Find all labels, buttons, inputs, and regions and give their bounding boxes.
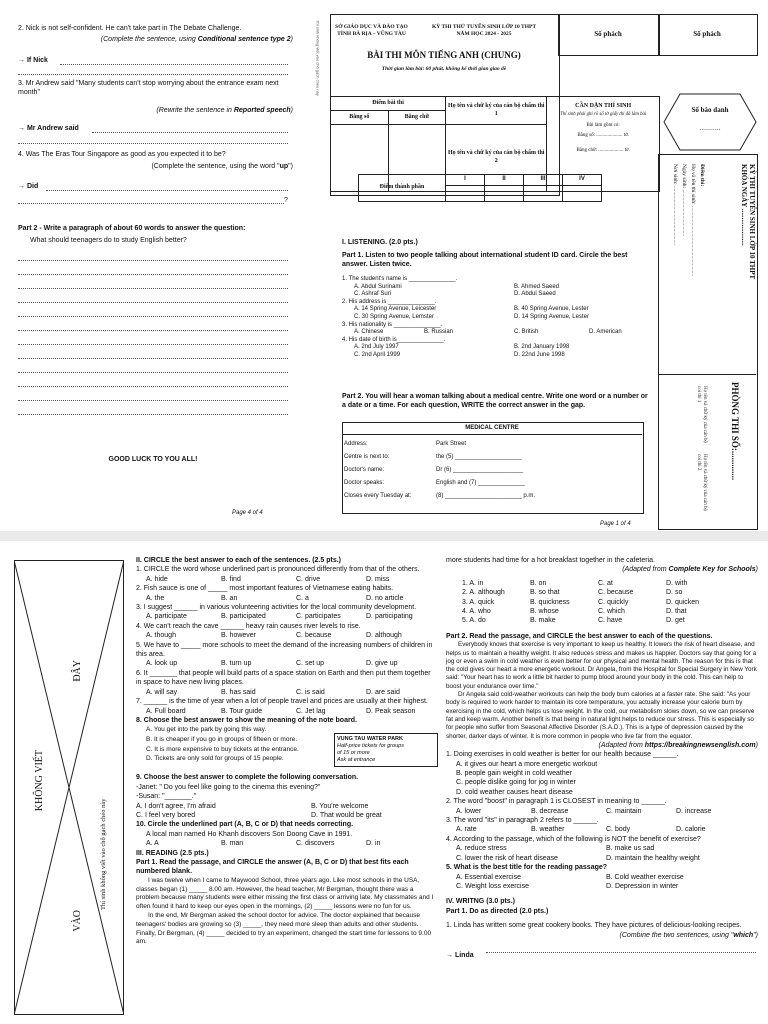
option[interactable]: D. miss [366, 575, 390, 583]
page-gap [0, 531, 768, 541]
option[interactable]: B. so that [530, 589, 560, 597]
option[interactable]: A. though [146, 632, 176, 640]
so-phach-label-2: Số phách [693, 30, 721, 38]
option[interactable]: B. Ahmed Saeed [514, 283, 560, 290]
option[interactable]: B. Russian [424, 329, 454, 336]
q9-options [136, 802, 436, 821]
q8-block [136, 725, 436, 765]
phong-thi: PHÒNG THI SỐ:............. [730, 382, 740, 481]
option[interactable]: A. Chinese [354, 329, 384, 336]
q4-answer-line-2[interactable] [18, 203, 284, 204]
option[interactable]: D. Peak season [366, 707, 416, 715]
option[interactable]: 2. A. although [462, 589, 505, 597]
option[interactable]: B. an [221, 594, 238, 602]
part-i-header: I [446, 175, 485, 186]
so-bao-danh-box [662, 92, 758, 152]
option[interactable]: D. get [666, 617, 685, 625]
part-ii-header: II [485, 175, 524, 186]
cross-lines [14, 560, 124, 1015]
exam-time: Thời gian làm bài: 60 phút, không kể thời gian giao đề [381, 66, 507, 72]
q10-sentence: A local man named Ho Khanh discovers Son Doong Cave in 1991. [146, 830, 353, 838]
q2-answer-line[interactable] [60, 64, 288, 65]
option[interactable]: C. set up [296, 660, 325, 668]
listening-questions [342, 276, 642, 360]
page-4 [0, 0, 300, 531]
option[interactable]: C. which [598, 608, 625, 616]
question-2-instruction: (Complete the sentence, using Conditional sentence type 2) [100, 36, 293, 43]
q10-options [136, 839, 436, 848]
q2-answer-line-2[interactable] [18, 74, 288, 75]
option[interactable]: A. Abdul Surinami [354, 283, 402, 290]
s2-q7: 7. ______ is the time of year when a lot of people travel and prices are usually at their highest. A. Full board B. Tour guide C. Jet lag D. Peak season [136, 697, 436, 716]
option[interactable]: A. 2nd July 1997 [354, 344, 399, 351]
option[interactable]: A. the [146, 594, 165, 602]
page-1 [330, 14, 764, 531]
option[interactable]: C. It is more expensive to buy tickets at the entrance. [146, 745, 299, 753]
reading-cont: more students had time for a hot breakfast together in the cafeteria. [446, 557, 655, 564]
option[interactable]: B. You're welcome [311, 802, 369, 810]
q9-susan: -Susan: "_______." [136, 793, 197, 801]
option[interactable]: A. it gives our heart a more energetic workout [456, 760, 598, 768]
question-3-instruction: (Rewrite the sentence in Reported speech) [156, 107, 293, 114]
medical-rows: Address: Park Street Centre is next to: the (5) ____________________ Doctor's name: Dr (6) _____________________ Doctor speaks: English and (7) ______________ Closes every Tuesday at: (8) _______________________ p.m. [344, 438, 644, 503]
option[interactable]: B. It is cheaper if you go in groups of fifteen or more. [146, 735, 298, 743]
reading-para2: In the end, Mr Bergman asked the school doctor for advice. The doctor explained that because teenagers' bodies are growing so (3) _____, they need more sleep than adults and other students. Finally, Dr Bergman, (4) _____ decided to try an experiment, changed the start time for lessons to 9.00 am. [136, 911, 432, 946]
q4-question-mark: ? [284, 197, 288, 204]
option[interactable]: C. people dislike going for jog in winter [456, 779, 576, 787]
s2-q9: 9. Choose the best answer to complete the following conversation. [136, 774, 359, 782]
q4-answer-lead: → Did [18, 183, 39, 190]
part-2-title: Part 2 - Write a paragraph of about 60 words to answer the question: [18, 225, 246, 232]
option[interactable]: C. at [598, 579, 613, 587]
exam-title: BÀI THI MÔN TIẾNG ANH (CHUNG) [367, 50, 521, 60]
q3-answer-lead: → Mr Andrew said [18, 125, 79, 132]
question-4-instruction: (Complete the sentence, using the word "up") [151, 163, 293, 170]
gap-6[interactable]: Dr (6) _____________________ [436, 467, 524, 473]
so-bao-danh-label: Số báo danh [691, 106, 729, 114]
q2-answer-lead: → If Nick [18, 57, 48, 64]
question-3: 3. Mr Andrew said "Many students can't stop worrying about the entrance exam next month" [18, 80, 279, 97]
option[interactable]: B. people gain weight in cold weather [456, 770, 572, 778]
reading-para1: I was twelve when I came to Maywood School, three years ago. Like most schools in the USA, classes began (1) _____ 8.00 am. However, the head teacher, Mr Bergman, thought there was a problem because many students were either missing the first class or arriving late. My classmates and I often found it hard to keep our eyes open in the mornings, (2) _____ lessons were no fun for us. [136, 876, 434, 911]
option[interactable]: C. Weight loss exercise [456, 882, 530, 890]
option[interactable]: C. 30 Spring Avenue, Lemster [354, 313, 434, 320]
option[interactable]: C. because [296, 632, 332, 640]
writing-q1-answer [446, 944, 758, 959]
diem-bai-thi: Điểm bài thi [331, 97, 446, 111]
option[interactable]: A. hide [146, 575, 168, 583]
option[interactable]: C. body [606, 826, 631, 834]
option[interactable]: C. a [296, 594, 309, 602]
option[interactable]: A. rate [456, 826, 477, 834]
q3-answer-line-2[interactable] [18, 143, 288, 144]
option[interactable]: B. weather [531, 826, 565, 834]
medical-centre-title: MEDICAL CENTRE [465, 425, 519, 431]
q4-answer-line[interactable] [46, 190, 288, 191]
lq1: 1. The student's name is ______________. A. Abdul Surinami B. Ahmed Saeed C. Ashraf Suri D. Abdul Saeed [342, 276, 642, 299]
so-bao-danh-value[interactable]: ........... [699, 125, 721, 132]
option[interactable]: B. has said [221, 688, 256, 696]
examiner-2: Họ tên và chữ ký của cán bộ chấm thi 2 [446, 125, 547, 192]
option[interactable]: C. British [514, 329, 539, 336]
option[interactable]: A. 14 Spring Avenue, Leicester [354, 306, 437, 313]
option[interactable]: D. quicken [666, 598, 700, 606]
option[interactable]: C. participates [296, 613, 341, 621]
so-phach-label-1: Số phách [594, 30, 622, 38]
reading-title: III. READING (2.5 pts.) [136, 849, 209, 857]
option[interactable]: B. decrease [531, 807, 569, 815]
option[interactable]: 4. A. who [462, 608, 491, 616]
option[interactable]: D. Depression in winter [606, 882, 679, 890]
part-iv-score[interactable] [563, 185, 602, 201]
option[interactable]: D. That would be great [311, 811, 382, 819]
option[interactable]: C. maintain [606, 807, 642, 815]
option[interactable]: A. participate [146, 613, 187, 621]
option[interactable]: B. make [530, 617, 556, 625]
option[interactable]: D. give up [366, 660, 398, 668]
q3-answer-line[interactable] [92, 132, 288, 133]
option[interactable]: 3. A. quick [462, 598, 495, 606]
s2-q2: 2. Fish sauce is one of _____ most important features of Vietnamese eating habits. A. the B. an C. a D. no article [136, 584, 436, 603]
option[interactable]: 1. A. in [462, 579, 484, 587]
part-iii-header: III [524, 175, 563, 186]
diem-thanh-phan: Điểm thành phần [359, 175, 446, 202]
gap-5[interactable]: the (5) ____________________ [436, 454, 522, 460]
option[interactable]: B. participated [221, 613, 266, 621]
reading-part2: Part 2. Read the passage, and CIRCLE the best answer to each of the questions. [446, 632, 713, 640]
option[interactable]: D. that [666, 608, 687, 616]
option[interactable]: C. I feel very bored [136, 811, 196, 819]
option[interactable]: A. reduce stress [456, 845, 507, 853]
option[interactable]: C. drive [296, 575, 321, 583]
component-score-table [358, 174, 602, 202]
label-vao: VÀO [72, 910, 83, 932]
q9-janet: -Janet: " Do you feel like going to the cinema this evening?" [136, 783, 321, 791]
lq4: 4. His date of birth is______________. A. 2nd July 1997 B. 2nd January 1998 C. 2nd April 1999 D. 22nd June 1998 [342, 337, 642, 360]
option[interactable]: C. 2nd April 1999 [354, 351, 401, 358]
option[interactable]: B. whose [530, 608, 559, 616]
option[interactable]: A. Essential exercise [456, 873, 521, 881]
no-write-zone [14, 560, 124, 1015]
question-2: 2. Nick is not self-confident. He can't take part in The Debate Challenge. [18, 25, 242, 32]
reading-source: (Adapted from Complete Key for Schools) [622, 566, 758, 574]
option[interactable]: D. although [366, 632, 402, 640]
option[interactable]: C. because [598, 589, 634, 597]
part-iii-score[interactable] [524, 185, 563, 201]
option[interactable]: D. 14 Spring Avenue, Lester [514, 313, 589, 320]
label-khong-viet: KHÔNG VIẾT [34, 750, 45, 812]
option[interactable]: B. quickness [530, 598, 570, 606]
candidate-info: Điểm thi: Họ và tên thí sinh: ................................................... Ngày sinh: .................................. Nơi sinh: ........................................... [672, 164, 705, 277]
option[interactable]: B. man [221, 840, 244, 848]
page-footer-left: Page 4 of 4 [232, 510, 263, 516]
label-day: ĐÂY [72, 660, 83, 682]
s2-q10: 10. Circle the underlined part (A, B, C or D) that needs correcting. [136, 821, 354, 829]
option[interactable]: B. 40 Spring Avenue, Lester [514, 306, 589, 313]
reading-p2a: Everybody knows that exercise is very important to keep us healthy. It lowers the risk of heart disease, and helps us to maintain a healthy weight. It also reduces stress and makes us happier. Doctors say that going for a jog or even a swim in cold weather is even better for our physical and mental health. The reason for this is that the cold gives our heart a more energetic workout. Dr Angela, from the Hospital for Special Surgery in New York said: "Your heart has to work a little bit harder to pump blood around your body in the cold. This can help to boost your endurance over time." [446, 641, 757, 690]
option[interactable]: B. find [221, 575, 241, 583]
note-board: VUNG TAU WATER PARK Half-price tickets for groups of 15 or more Ask at entrance [334, 733, 438, 766]
section-2-title: II. CIRCLE the best answer to each of the sentences. (2.5 pts.) [136, 557, 341, 564]
writing-part1: Part 1. Do as directed (2.0 pts.) [446, 907, 549, 915]
option[interactable]: A. I don't agree, I'm afraid [136, 802, 216, 810]
department: SỞ GIÁO DỤC VÀ ĐÀO TẠO TỈNH BÀ RỊA – VŨNG TÀU [335, 24, 408, 37]
option[interactable]: C. is said [296, 688, 325, 696]
option[interactable]: D. American [589, 329, 622, 336]
option[interactable]: B. turn up [221, 660, 252, 668]
invigilator-1: Họ tên và chữ ký của cán bộ coi thi 1 [696, 386, 707, 443]
option[interactable]: D. so [666, 589, 683, 597]
rq1: 1. Doing exercises in cold weather is better for our health because ______. A. it gives our heart a more energetic workout B. people gain weight in cold weather C. people dislike going for jog in winter D. cold weather causes heart disease [446, 750, 758, 797]
writing-title: IV. WRITNG (3.0 pts.) [446, 898, 515, 906]
part-2-question: What should teenagers do to study English better? [30, 237, 187, 244]
option[interactable]: D. with [666, 579, 688, 587]
section-2 [136, 556, 436, 947]
bang-so: Bằng số [331, 111, 389, 125]
option[interactable]: D. 22nd June 1998 [514, 351, 565, 358]
listening-part1: Part 1. Listen to two people talking about international student ID card. Circle the best answer. Listen twice. [342, 252, 628, 269]
part-iv-header: IV [563, 175, 602, 186]
s2-q6: 6. It _______ that people will build parts of a space station on Earth and then put them together in space to have new living places. A. will say B. has said C. is said D. are said [136, 669, 436, 697]
rq4: 4. According to the passage, which of the following is NOT the benefit of exercise? A. reduce stress B. make us sad C. lower the risk of heart disease D. maintain the healthy weight [446, 835, 758, 863]
writing-q1: 1. Linda has written some great cookery books. They have pictures of delicious-looking recipes. [446, 922, 742, 930]
bang-chu: Bằng chữ [388, 111, 446, 125]
option[interactable]: C. have [598, 617, 623, 625]
writing-lines[interactable] [18, 250, 288, 415]
option[interactable]: D. calorie [676, 826, 706, 834]
option[interactable]: D. in [366, 840, 381, 848]
option[interactable]: C. quickly [598, 598, 629, 606]
good-luck: GOOD LUCK TO YOU ALL! [108, 456, 198, 463]
option[interactable]: B. make us sad [606, 845, 655, 853]
option[interactable]: C. Jet lag [296, 707, 326, 715]
option[interactable]: C. discovers [296, 840, 335, 848]
option[interactable]: B. Cold weather exercise [606, 873, 684, 881]
rq3: 3. The word "its" in paragraph 2 refers to ______. A. rate B. weather C. body D. calorie [446, 816, 758, 835]
label-note: Thí sinh không viết vào chỗ gạch chéo này [100, 798, 107, 910]
lq3: 3. His nationality is ______________. A. Chinese B. Russian C. British D. American [342, 322, 642, 337]
option[interactable]: D. Abdul Saeed [514, 291, 556, 298]
option[interactable]: D. Tickets are only sold for groups of 15 people. [146, 755, 284, 763]
reading-right [446, 556, 758, 959]
option[interactable]: D. increase [676, 807, 712, 815]
option[interactable]: B. Tour guide [221, 707, 263, 715]
option[interactable]: A. look up [146, 660, 178, 668]
option[interactable]: A. A [146, 840, 159, 848]
question-4: 4. Was The Eras Tour Singapore as good as you expected it to be? [18, 151, 226, 158]
option[interactable]: C. lower the risk of heart disease [456, 854, 558, 862]
option[interactable]: A. will say [146, 688, 178, 696]
option[interactable]: D. no article [366, 594, 404, 602]
invigilator-2: Họ tên và chữ ký của cán bộ coi thi 2 [696, 454, 707, 511]
option[interactable]: B. 2nd January 1998 [514, 344, 570, 351]
reading-p2-source: (Adapted from https://breakingnewsenglish.com) [598, 741, 758, 749]
listening-title: I. LISTENING. (2.0 pts.) [342, 239, 418, 246]
gap-8[interactable]: (8) _______________________ p.m. [436, 493, 536, 499]
writing-q1-line[interactable] [486, 952, 756, 953]
option[interactable]: A. Full board [146, 707, 186, 715]
s2-q3: 3. I suggest ______ in various volunteering activities for the local community development. A. participate B. participated C. participates D. participating [136, 603, 436, 622]
s2-q1: 1. CIRCLE the word whose underlined part is pronounced differently from that of the others. A. hide B. find C. drive D. miss [136, 565, 436, 584]
s2-q8: 8. Choose the best answer to show the meaning of the note board. [136, 716, 357, 724]
examiner-1: Họ tên và chữ ký của cán bộ chấm thi 1 [446, 97, 547, 125]
option[interactable]: D. cold weather causes heart disease [456, 788, 573, 796]
option[interactable]: C. Ashraf Suri [354, 291, 392, 298]
medical-divider [342, 434, 642, 435]
reading-part1: Part 1. Read the passage, and CIRCLE the answer (A, B, C or D) that best fits each numbered blank. [136, 858, 409, 876]
option[interactable]: D. are said [366, 688, 400, 696]
gap-7[interactable]: English and (7) ______________ [436, 480, 525, 486]
strip-title: KỲ THI TUYỂN SINH LỚP 10 THPT KHÓA NGÀY ..................... [740, 164, 756, 280]
option[interactable]: D. maintain the healthy weight [606, 854, 700, 862]
reading-options [446, 579, 758, 626]
option[interactable]: 5. A. do [462, 617, 486, 625]
option[interactable]: B. on [530, 579, 547, 587]
option[interactable]: A. lower [456, 807, 482, 815]
option[interactable]: D. participating [366, 613, 413, 621]
rq2: 2. The word "boost" in paragraph 1 is CLOSEST in meaning to ______. A. lower B. decrease C. maintain D. increase [446, 797, 758, 816]
s2-q5: 5. We have to _____ more schools to meet the demand of the increasing numbers of children in this area. A. look up B. turn up C. set up D. give up [136, 641, 436, 669]
lq2: 2. His address is ______________. A. 14 Spring Avenue, Leicester B. 40 Spring Avenue, Lester C. 30 Spring Avenue, Lemster D. 14 Spring Avenue, Lester [342, 299, 642, 322]
strip-divider [658, 374, 756, 375]
writing-q1-instruction: (Combine the two sentences, using "which") [619, 931, 758, 939]
option[interactable]: A. You get into the park by going this way. [146, 726, 267, 734]
rq5: 5. What is the best title for the reading passage? A. Essential exercise B. Cold weather exercise C. Weight loss exercise D. Depression in winter [446, 863, 758, 891]
candidate-note: CẦN DẶN THÍ SINH Thí sinh phải ghi rõ số tờ giấy thi đã làm bài Bài làm gồm có: Bằng số: ..................... tờ. Bằng chữ: .................... tờ. [547, 97, 660, 192]
writing-q1-lead: → Linda [446, 951, 474, 959]
listening-part2: Part 2. You will hear a woman talking about a medical centre. Write one word or a number or a date or a time. For each question, WRITE the correct answer in the gap. [342, 393, 648, 410]
part-i-score[interactable] [446, 185, 485, 201]
option[interactable]: B. however [221, 632, 257, 640]
page-footer-right: Page 1 of 4 [600, 521, 631, 527]
exam-name: KỲ THI THỬ TUYỂN SINH LỚP 10 THPT NĂM HỌC 2024 - 2025 [431, 24, 537, 37]
part-ii-score[interactable] [485, 185, 524, 201]
s2-q4: 4. We can't reach the cave ______ heavy rain causes river levels to rise. A. though B. however C. because D. although [136, 622, 436, 641]
margin-note: Thí sinh không viết vào chỗ gạch chéo này [315, 20, 321, 96]
reading-p2b: Dr Angela said cold-weather workouts can help the body burn calories at a faster rate. She said: "As your body is required to work harder to maintain its core temperature, you actually increase your calorie burn by exercising in the cold, which helps us lose weight. In the cold, our metabolism slows down, so we can preserve fat and keep warm. Another benefit is that being in natural light helps to reduce our stress. This is especially so for people who suffer from Seasonal Affective Disorder (S.A.D.). This is a type of depression caused by the shorter, darker days of winter. It is more common in people who live far from the equator. [446, 691, 755, 740]
